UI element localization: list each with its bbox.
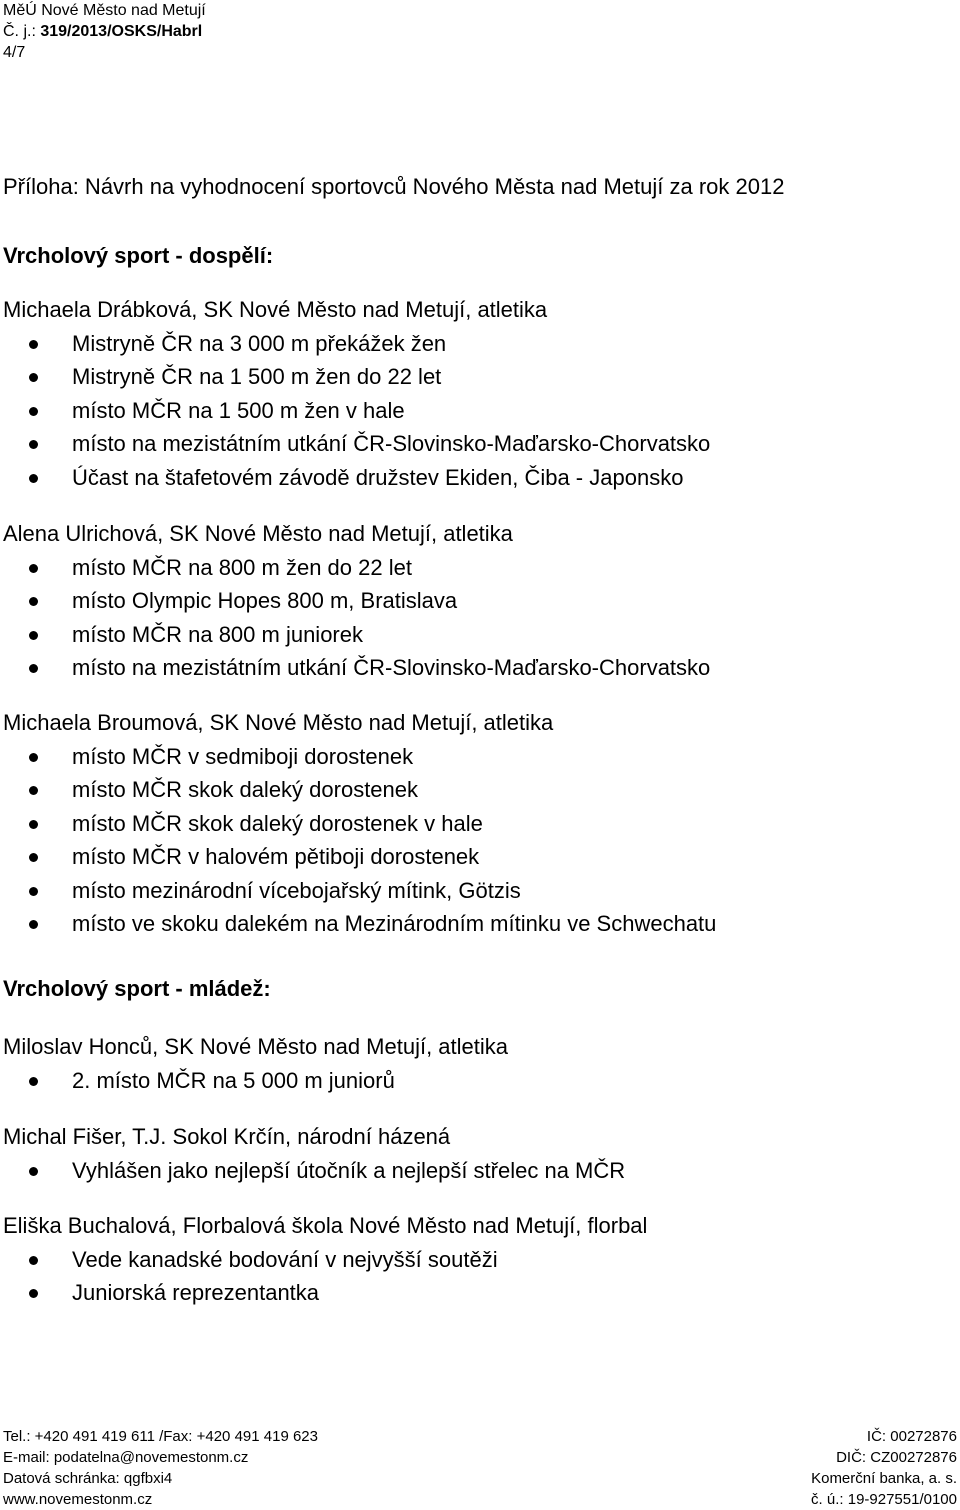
- list-item: [3, 807, 716, 841]
- athlete-name: Miloslav Honců, SK Nové Město nad Metují, atletika: [3, 1034, 509, 1059]
- achievement-text: místo Olympic Hopes 800 m, Bratislava: [72, 588, 458, 613]
- footer-bank: Komerční banka, a. s.: [811, 1470, 957, 1487]
- footer-dic: DIČ: CZ00272876: [836, 1449, 957, 1466]
- office-name: MěÚ Nové Město nad Metují: [3, 2, 206, 19]
- achievement-list: [3, 740, 716, 941]
- achievement-text: Juniorská reprezentantka: [72, 1280, 320, 1305]
- bullet-icon: [29, 1077, 38, 1086]
- athlete-block: [3, 293, 710, 494]
- achievement-text: místo MČR skok daleký dorostenek v hale: [72, 810, 483, 836]
- athlete-block: [3, 1120, 625, 1187]
- achievement-list: [3, 1243, 647, 1310]
- athlete-name: Michaela Broumová, SK Nové Město nad Metují, atletika: [3, 710, 554, 735]
- achievement-text: místo MČR na 800 m juniorek: [72, 621, 363, 647]
- document-header: [3, 0, 206, 63]
- bullet-icon: [29, 340, 38, 349]
- list-item: [3, 584, 710, 618]
- achievement-list: [3, 551, 710, 685]
- athlete-name: Michal Fišer, T.J. Sokol Krčín, národní házená: [3, 1124, 451, 1149]
- list-item: [3, 1154, 625, 1188]
- achievement-text: místo MČR v halovém pětiboji dorostenek: [72, 844, 480, 869]
- reference-line: [3, 21, 206, 42]
- bullet-icon: [29, 1289, 38, 1298]
- achievement-text: místo MČR na 800 m žen do 22 let: [72, 554, 412, 580]
- footer-website: www.novemestonm.cz: [3, 1491, 153, 1508]
- achievement-text: 2. místo MČR na 5 000 m juniorů: [72, 1067, 395, 1093]
- bullet-icon: [29, 1167, 38, 1176]
- list-item: [3, 394, 710, 428]
- achievement-text: místo ve skoku dalekém na Mezinárodním mítinku ve Schwechatu: [72, 911, 717, 936]
- bullet-icon: [29, 631, 38, 640]
- list-item: [3, 327, 710, 361]
- bullet-icon: [29, 820, 38, 829]
- footer-ic: IČ: 00272876: [866, 1428, 957, 1445]
- list-item: [3, 907, 716, 941]
- reference-prefix: Č. j.:: [3, 23, 36, 40]
- list-item: [3, 773, 716, 807]
- list-item: [3, 874, 716, 908]
- footer-email: E-mail: podatelna@novemestonm.cz: [3, 1449, 249, 1466]
- list-item: [3, 427, 710, 461]
- achievement-text: Mistryně ČR na 3 000 m překážek žen: [72, 330, 447, 356]
- bullet-icon: [29, 474, 38, 483]
- list-item: [3, 551, 710, 585]
- section-heading-adults: Vrcholový sport - dospělí:: [3, 243, 274, 268]
- achievement-text: Mistryně ČR na 1 500 m žen do 22 let: [72, 364, 442, 389]
- section-heading-youth: Vrcholový sport - mládež:: [3, 976, 271, 1001]
- achievement-list: [3, 1064, 508, 1098]
- bullet-icon: [29, 564, 38, 573]
- footer-contact: [3, 1426, 318, 1510]
- bullet-icon: [29, 597, 38, 606]
- list-item: [3, 840, 716, 874]
- bullet-icon: [29, 786, 38, 795]
- athlete-name: Alena Ulrichová, SK Nové Město nad Metují, atletika: [3, 521, 513, 546]
- achievement-text: místo na mezistátním utkání ČR-Slovinsko-Maďarsko-Chorvatsko: [72, 655, 711, 680]
- bullet-icon: [29, 753, 38, 762]
- footer-phone: Tel.: +420 491 419 611 /Fax: +420 491 419 623: [3, 1428, 318, 1445]
- bullet-icon: [29, 920, 38, 929]
- achievement-text: Účast na štafetovém závodě družstev Ekiden, Čiba - Japonsko: [72, 464, 684, 490]
- list-item: [3, 1064, 508, 1098]
- achievement-text: Vyhlášen jako nejlepší útočník a nejlepší střelec na MČR: [72, 1157, 626, 1183]
- achievement-list: [3, 327, 710, 495]
- bullet-icon: [29, 853, 38, 862]
- athlete-name: Eliška Buchalová, Florbalová škola Nové Město nad Metují, florbal: [3, 1213, 648, 1238]
- footer-account: č. ú.: 19-927551/0100: [811, 1491, 957, 1508]
- list-item: [3, 360, 710, 394]
- page-number: 4/7: [3, 44, 26, 61]
- footer-company-ids: [811, 1426, 957, 1510]
- list-item: [3, 461, 710, 495]
- achievement-text: místo MČR v sedmiboji dorostenek: [72, 743, 414, 769]
- athlete-block: [3, 517, 710, 685]
- bullet-icon: [29, 373, 38, 382]
- reference-number: 319/2013/OSKS/Habrl: [40, 23, 203, 40]
- bullet-icon: [29, 440, 38, 449]
- list-item: [3, 740, 716, 774]
- list-item: [3, 1243, 647, 1277]
- achievement-text: místo MČR skok daleký dorostenek: [72, 777, 419, 802]
- list-item: [3, 618, 710, 652]
- bullet-icon: [29, 664, 38, 673]
- page-title: Příloha: Návrh na vyhodnocení sportovců Nového Města nad Metují za rok 2012: [3, 174, 785, 199]
- bullet-icon: [29, 407, 38, 416]
- bullet-icon: [29, 887, 38, 896]
- achievement-text: místo MČR na 1 500 m žen v hale: [72, 397, 405, 423]
- achievement-text: místo na mezistátním utkání ČR-Slovinsko-Maďarsko-Chorvatsko: [72, 431, 711, 456]
- achievement-text: Vede kanadské bodování v nejvyšší soutěži: [72, 1246, 498, 1272]
- list-item: [3, 651, 710, 685]
- footer-data-box: Datová schránka: qgfbxi4: [3, 1470, 173, 1487]
- achievement-text: místo mezinárodní vícebojařský mítink, Götzis: [72, 877, 521, 903]
- athlete-block: [3, 706, 716, 941]
- athlete-name: Michaela Drábková, SK Nové Město nad Metují, atletika: [3, 297, 548, 322]
- athlete-block: [3, 1209, 647, 1310]
- bullet-icon: [29, 1256, 38, 1265]
- athlete-block: [3, 1030, 508, 1097]
- achievement-list: [3, 1154, 625, 1188]
- list-item: [3, 1276, 647, 1310]
